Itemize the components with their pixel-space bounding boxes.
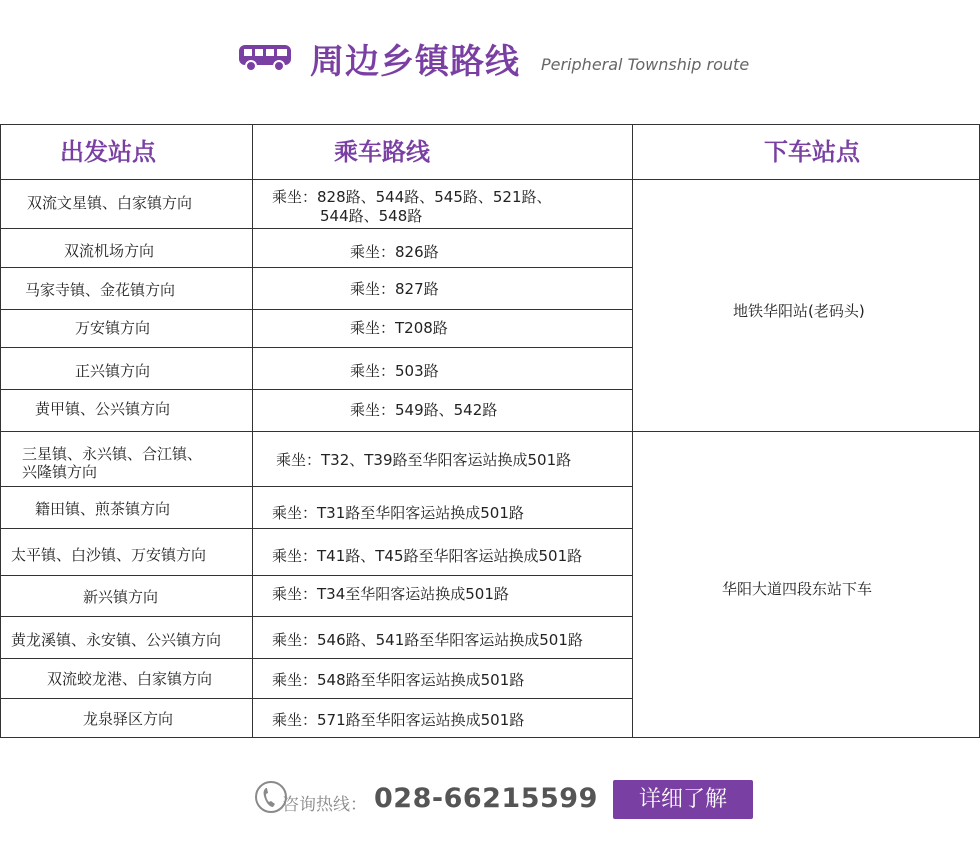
departure-cell: 正兴镇方向 xyxy=(75,362,151,380)
row-divider xyxy=(0,528,633,529)
arrival-cell: 地铁华阳站(老码头) xyxy=(733,302,865,320)
departure-cell: 龙泉驿区方向 xyxy=(83,710,174,728)
route-cell: 乘坐：549路、542路 xyxy=(350,401,498,419)
column-divider xyxy=(252,124,253,738)
details-button[interactable]: 详细了解 xyxy=(613,780,753,819)
column-divider xyxy=(632,124,633,738)
table-border-left xyxy=(0,124,1,738)
bus-icon xyxy=(238,42,292,72)
departure-cell-continued: 兴隆镇方向 xyxy=(22,463,98,481)
departure-cell: 双流蛟龙港、白家镇方向 xyxy=(47,670,213,688)
row-divider xyxy=(0,228,633,229)
route-cell-continued: 544路、548路 xyxy=(320,207,423,225)
row-divider xyxy=(0,616,633,617)
header-arrival: 下车站点 xyxy=(764,138,860,166)
row-divider xyxy=(0,575,633,576)
departure-cell: 三星镇、永兴镇、合江镇、 xyxy=(22,445,203,463)
hotline-label: 咨询热线： xyxy=(282,795,367,815)
row-divider xyxy=(0,389,633,390)
page-subtitle: Peripheral Township route xyxy=(541,55,750,74)
row-divider xyxy=(0,658,633,659)
route-cell: 乘坐：T41路、T45路至华阳客运站换成501路 xyxy=(272,547,583,565)
arrival-cell: 华阳大道四段东站下车 xyxy=(722,580,873,598)
hotline-number: 028-66215599 xyxy=(374,783,598,814)
departure-cell: 马家寺镇、金花镇方向 xyxy=(25,281,176,299)
header-departure: 出发站点 xyxy=(60,138,156,166)
route-cell: 乘坐：T32、T39路至华阳客运站换成501路 xyxy=(276,451,572,469)
route-cell: 乘坐：546路、541路至华阳客运站换成501路 xyxy=(272,631,583,649)
header-route: 乘车路线 xyxy=(334,138,430,166)
page-title: 周边乡镇路线 xyxy=(310,42,520,82)
route-cell: 乘坐：T208路 xyxy=(350,319,448,337)
row-divider xyxy=(0,698,633,699)
departure-cell: 太平镇、白沙镇、万安镇方向 xyxy=(11,546,207,564)
departure-cell: 黄龙溪镇、永安镇、公兴镇方向 xyxy=(11,631,222,649)
route-cell: 乘坐：827路 xyxy=(350,280,439,298)
route-cell: 乘坐：826路 xyxy=(350,243,439,261)
route-cell: 乘坐：T31路至华阳客运站换成501路 xyxy=(272,504,524,522)
departure-cell: 籍田镇、煎茶镇方向 xyxy=(35,500,171,518)
route-cell: 乘坐：T34至华阳客运站换成501路 xyxy=(272,585,509,603)
departure-cell: 万安镇方向 xyxy=(75,319,151,337)
route-cell: 乘坐：548路至华阳客运站换成501路 xyxy=(272,671,525,689)
group-divider xyxy=(0,431,980,432)
route-cell: 乘坐：503路 xyxy=(350,362,439,380)
row-divider xyxy=(0,486,633,487)
row-divider xyxy=(0,309,633,310)
table-border-bottom xyxy=(0,737,980,738)
row-divider xyxy=(0,347,633,348)
departure-cell: 黄甲镇、公兴镇方向 xyxy=(35,400,171,418)
row-divider xyxy=(0,267,633,268)
page-header xyxy=(0,0,980,110)
departure-cell: 双流文星镇、白家镇方向 xyxy=(27,194,193,212)
route-cell: 乘坐：828路、544路、545路、521路、 xyxy=(272,188,552,206)
departure-cell: 双流机场方向 xyxy=(64,242,155,260)
departure-cell: 新兴镇方向 xyxy=(83,588,159,606)
route-cell: 乘坐：571路至华阳客运站换成501路 xyxy=(272,711,525,729)
